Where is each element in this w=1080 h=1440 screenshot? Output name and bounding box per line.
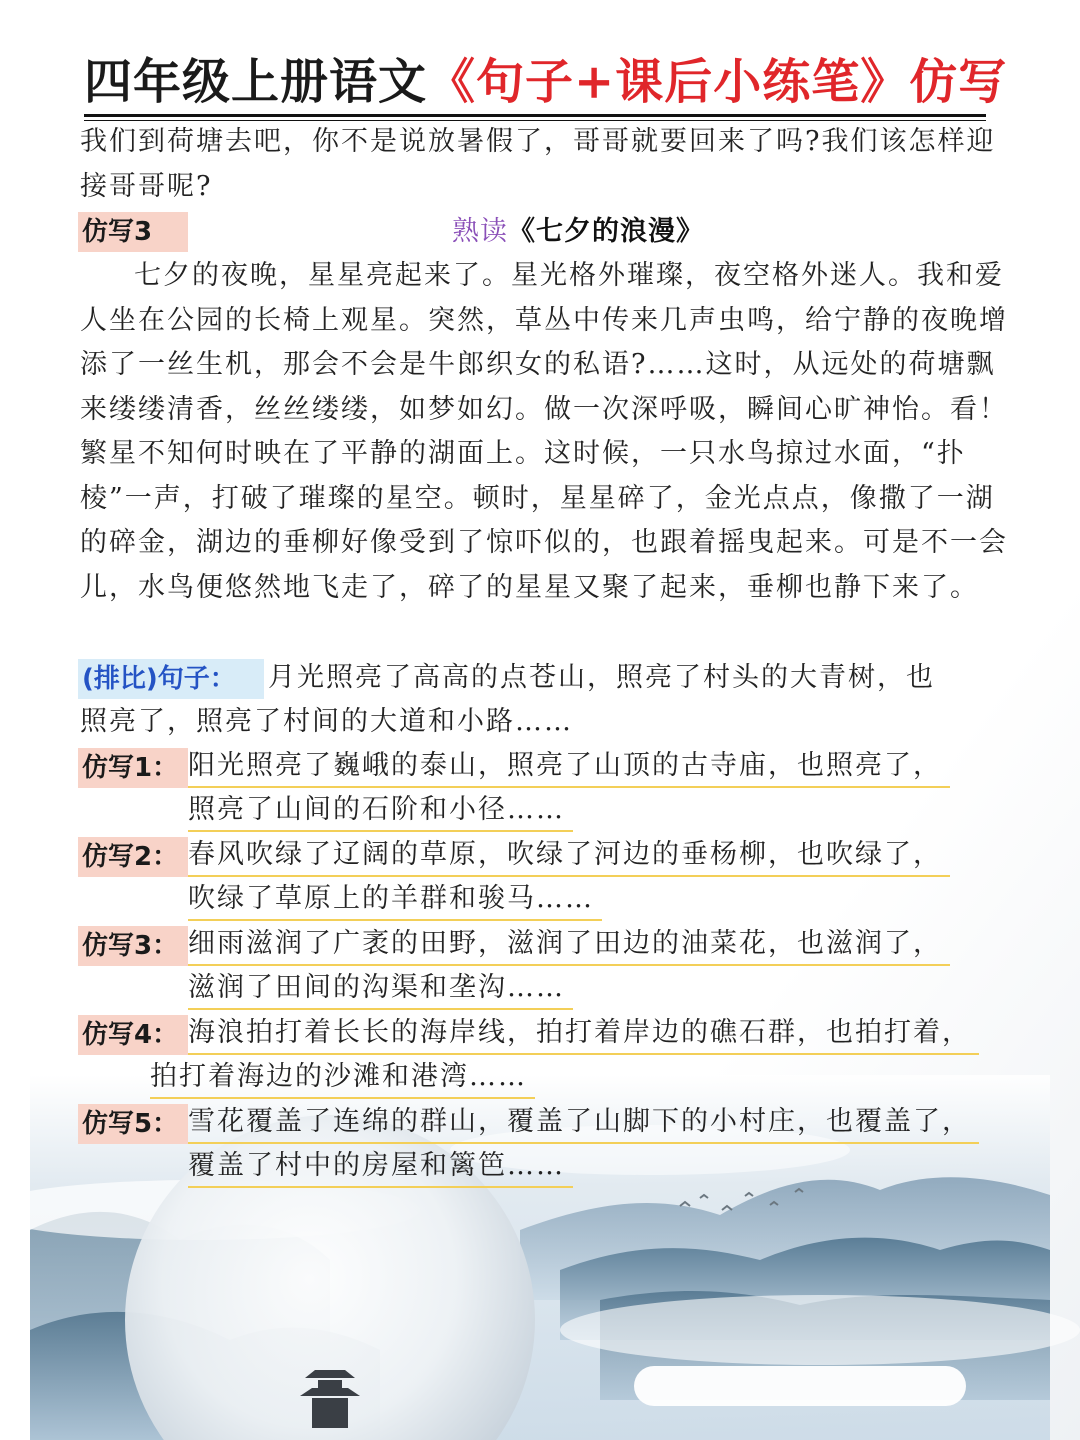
exercise-3-line-2: 滋润了田间的沟渠和垄沟…… (188, 968, 573, 1010)
exercise-3-tag: 仿写3： (78, 926, 188, 966)
exercise-1-line-2: 照亮了山间的石阶和小径…… (188, 790, 573, 832)
exercise-5-line-2: 覆盖了村中的房屋和篱笆…… (188, 1146, 573, 1188)
paibi-sentence-line-2: 照亮了，照亮了村间的大道和小路…… (80, 706, 573, 737)
exercise-4-line-1: 海浪拍打着长长的海岸线，拍打着岸边的礁石群，也拍打着， (188, 1013, 979, 1055)
intro-paragraph: 我们到荷塘去吧，你不是说放暑假了，哥哥就要回来了吗?我们该怎样迎接哥哥呢? (80, 126, 996, 202)
subheading-prefix: 熟读 (452, 216, 508, 247)
exercise-4-tag: 仿写4： (78, 1015, 188, 1055)
exercise-3-line-1: 细雨滋润了广袤的田野，滋润了田边的油菜花，也滋润了， (188, 924, 950, 966)
paibi-tag: (排比)句子： (78, 659, 264, 699)
exercise-5-tag: 仿写5： (78, 1104, 188, 1144)
exercise-4-line-2: 拍打着海边的沙滩和港湾…… (150, 1057, 535, 1099)
exercise-2-tag: 仿写2： (78, 837, 188, 877)
title-underline (84, 114, 986, 117)
exercise-1-line-1: 阳光照亮了巍峨的泰山，照亮了山顶的古寺庙，也照亮了， (188, 746, 950, 788)
page-title (84, 52, 1008, 116)
exercise-5-line-1: 雪花覆盖了连绵的群山，覆盖了山脚下的小村庄，也覆盖了， (188, 1102, 979, 1144)
exercise-1-tag: 仿写1： (78, 748, 188, 788)
subheading-title: 《七夕的浪漫》 (508, 216, 704, 247)
story-subheading (452, 212, 704, 252)
title-part-1: 四年级上册语文 (84, 54, 428, 110)
exercise-2-line-1: 春风吹绿了辽阔的草原，吹绿了河边的垂杨柳，也吹绿了， (188, 835, 950, 877)
paibi-sentence-line-1: 月光照亮了高高的点苍山，照亮了村头的大青树，也 (268, 662, 935, 693)
title-part-2: 《句子+课后小练笔》仿写 (427, 54, 1008, 110)
story-paragraph: 七夕的夜晚，星星亮起来了。星光格外璀璨，夜空格外迷人。我和爱人坐在公园的长椅上观星。突然，草丛中传来几声虫鸣，给宁静的夜晚增添了一丝生机，那会不会是牛郎织女的私语?……这时，从远处的荷塘飘来缕缕清香，丝丝缕缕，如梦如幻。做一次深呼吸，瞬间心旷神怡。看！繁星不知何时映在了平静的湖面上。这时候，一只水鸟掠过水面，“扑棱”一声，打破了璀璨的星空。顿时，星星碎了，金光点点，像撒了一湖的碎金，湖边的垂柳好像受到了惊吓似的，也跟着摇曳起来。可是不一会儿，水鸟便悠然地飞走了，碎了的星星又聚了起来，垂柳也静下来了。 (80, 260, 1008, 603)
section-tag-fangxie3: 仿写3 (78, 212, 188, 252)
exercise-2-line-2: 吹绿了草原上的羊群和骏马…… (188, 879, 602, 921)
